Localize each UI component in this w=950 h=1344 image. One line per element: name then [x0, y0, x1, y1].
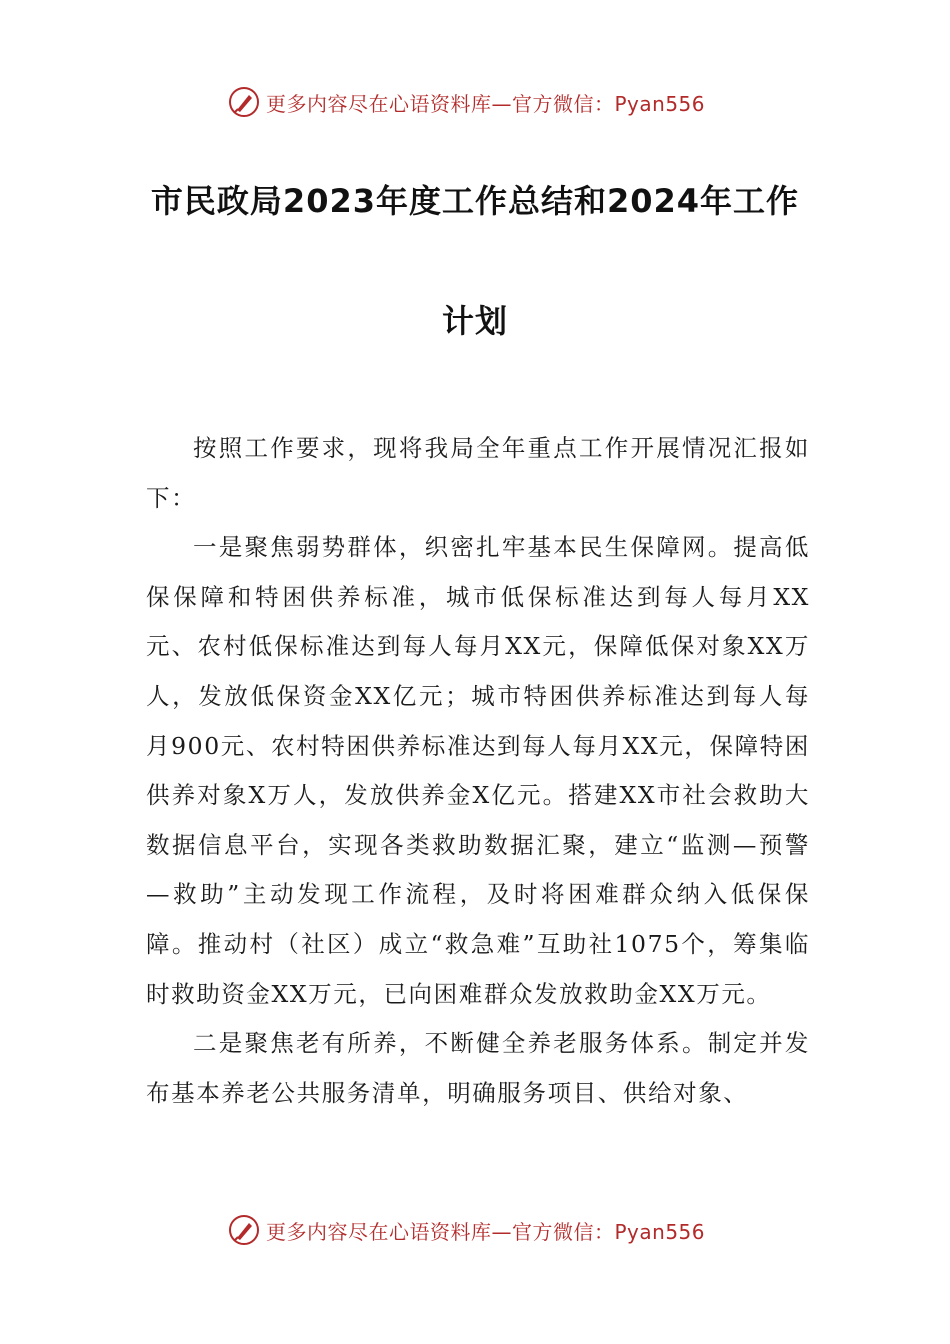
paragraph-social-assistance: 一是聚焦弱势群体，织密扎牢基本民生保障网。提高低保保障和特困供养标准，城市低保标准达到每人每月XX元、农村低保标准达到每人每月XX元，保障低保对象XX万人，发放低保资金XX亿元；城市特困供养标准达到每人每月900元、农村特困供养标准达到每人每月XX元，保障特困供养对象X万人，发放供养金X亿元。搭建XX市社会救助大数据信息平台，实现各类救助数据汇聚，建立“监测—预警—救助”主动发现工作流程，及时将困难群众纳入低保保障。推动村（社区）成立“救急难”互助社1075个，筹集临时救助资金XX万元，已向困难群众发放救助金XX万元。	[146, 533, 810, 1008]
pen-logo-icon	[228, 1214, 260, 1246]
watermark-text: 更多内容尽在心语资料库—官方微信：Pyan556	[266, 91, 706, 116]
document-body	[146, 424, 810, 1118]
page-title-line-1: 市民政局2023年度工作总结和2024年工作	[150, 182, 800, 220]
page-title-line-2: 计划	[441, 302, 508, 340]
pen-logo-icon	[228, 86, 260, 118]
paragraph-intro: 按照工作要求，现将我局全年重点工作开展情况汇报如下：	[146, 434, 810, 512]
watermark-banner-bottom	[228, 1214, 748, 1246]
watermark-text: 更多内容尽在心语资料库—官方微信：Pyan556	[266, 1219, 706, 1244]
paragraph-elderly-care: 二是聚焦老有所养，不断健全养老服务体系。制定并发布基本养老公共服务清单，明确服务项目、供给对象、	[146, 1029, 810, 1107]
watermark-banner-top	[228, 86, 748, 118]
